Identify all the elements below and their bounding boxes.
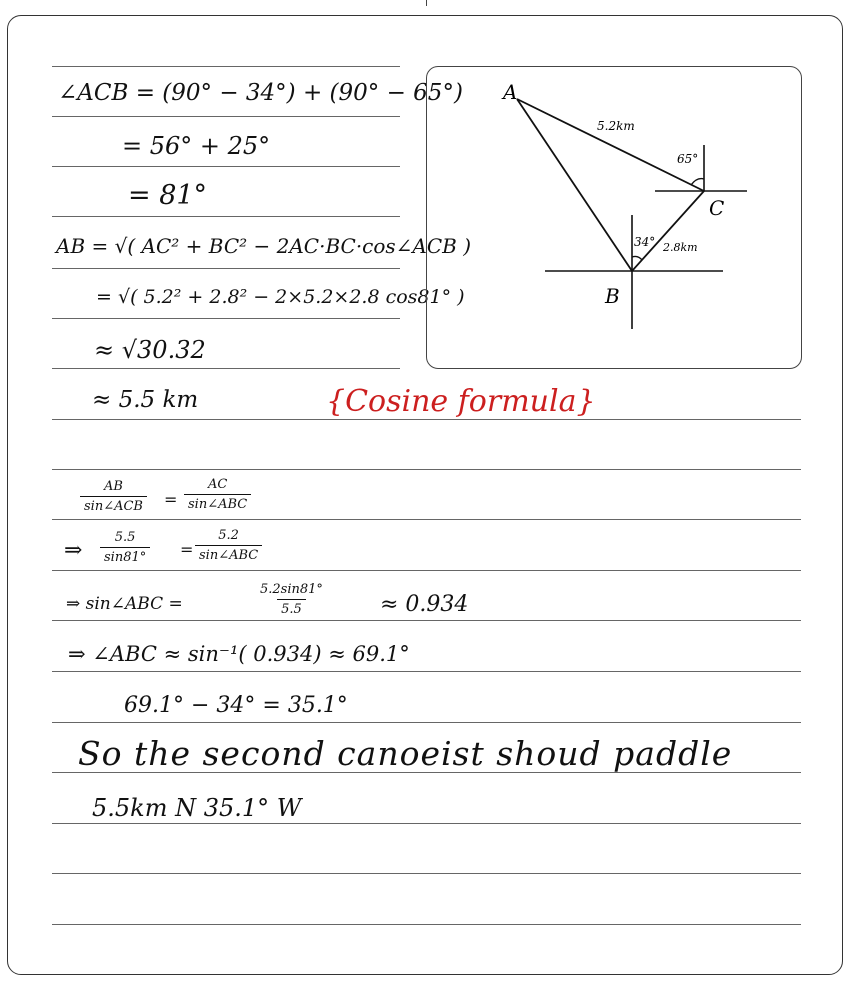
label-angle-b: 34° [634, 235, 656, 249]
ab-result-line: ≈ 5.5 km [92, 387, 199, 413]
label-a: A [503, 80, 518, 104]
rule-line [52, 620, 801, 621]
angle-sum-line: = 56° + 25° [122, 132, 271, 160]
answer-sentence: So the second canoeist shoud paddle [78, 734, 733, 773]
rule-line [52, 823, 801, 824]
triangle-diagram [426, 66, 802, 369]
fraction-numerator: 5.5 [114, 530, 136, 545]
fraction-5-2-over-sin-abc [195, 528, 262, 563]
rule-line [52, 873, 801, 874]
fraction-numerator: AB [104, 479, 123, 494]
angle-b-arc [632, 256, 642, 260]
implies-arrow: ⇒ [64, 538, 83, 563]
rule-line [52, 469, 801, 470]
rule-line [52, 671, 801, 672]
ab-cosine-formula: AB = √( AC² + BC² − 2AC·BC·cos∠ACB ) [56, 234, 472, 258]
rule-line [52, 268, 400, 269]
rule-line [52, 116, 400, 117]
angle-result-line: = 81° [128, 180, 208, 211]
rule-line [52, 924, 801, 925]
fraction-ab-over-sin-acb [80, 479, 147, 514]
fraction-numerator: AC [207, 477, 228, 492]
page-top-tick [426, 0, 427, 6]
fraction-denominator: sin∠ACB [80, 496, 147, 514]
fraction-ac-over-sin-abc [184, 477, 251, 512]
sin-abc-prefix: ⇒ sin∠ABC = [66, 594, 183, 614]
fraction-numerator: 5.2sin81° [260, 582, 323, 597]
ab-approx-line: ≈ √30.32 [94, 336, 206, 364]
fraction-5-2-sin-81-over-5-5 [256, 582, 327, 617]
rule-line [52, 66, 400, 67]
rule-line [52, 318, 400, 319]
triangle-svg [427, 67, 803, 370]
bearing-angle-line: 69.1° − 34° = 35.1° [124, 693, 348, 718]
fraction-denominator: 5.5 [277, 599, 306, 617]
sin-abc-result: ≈ 0.934 [380, 592, 469, 617]
rule-line [52, 216, 400, 217]
equals-sign: = [164, 490, 178, 509]
rule-line [52, 368, 400, 369]
equals-sign: = [180, 540, 194, 559]
label-b: B [605, 284, 620, 308]
rule-line [52, 419, 801, 420]
rule-line [52, 722, 801, 723]
angle-abc-line: ⇒ ∠ABC ≈ sin⁻¹( 0.934) ≈ 69.1° [68, 642, 410, 666]
label-c: C [709, 196, 725, 220]
fraction-denominator: sin∠ABC [195, 545, 262, 563]
angle-c-arc [691, 179, 704, 185]
side-bc [632, 191, 704, 271]
rule-line [52, 570, 801, 571]
label-ac-length: 5.2km [597, 119, 635, 133]
side-ac [517, 99, 704, 191]
fraction-numerator: 5.2 [218, 528, 239, 543]
angle-acb-equation: ∠ACB = (90° − 34°) + (90° − 65°) [58, 80, 463, 106]
label-angle-c: 65° [677, 152, 699, 166]
ab-substitution-line: = √( 5.2² + 2.8² − 2×5.2×2.8 cos81° ) [96, 286, 465, 308]
fraction-denominator: sin81° [100, 547, 150, 565]
label-bc-length: 2.8km [663, 241, 698, 254]
rule-line [52, 519, 801, 520]
fraction-5-5-over-sin-81 [100, 530, 150, 565]
cosine-formula-note: {Cosine formula} [326, 384, 596, 419]
answer-bearing: 5.5km N 35.1° W [92, 794, 302, 822]
rule-line [52, 166, 400, 167]
fraction-denominator: sin∠ABC [184, 494, 251, 512]
